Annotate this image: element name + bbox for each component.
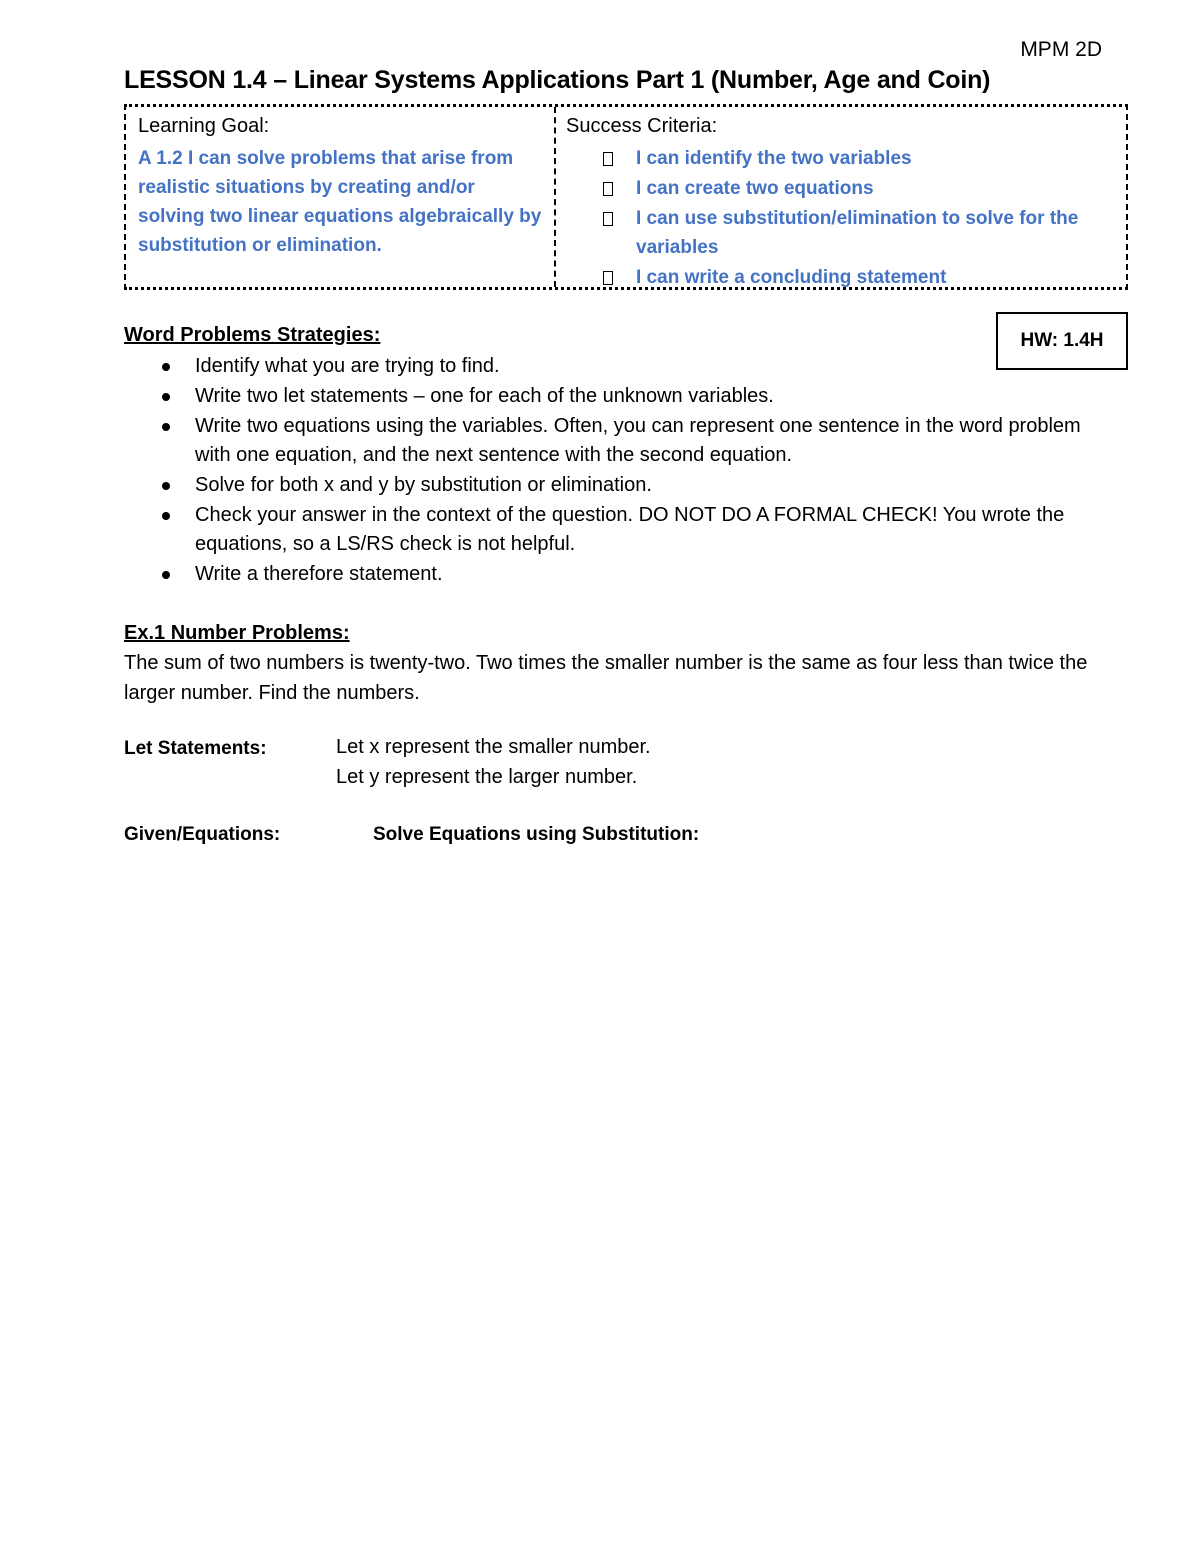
strategy-item: Write two equations using the variables. Often, you can represent one sentence in the word problem with one equation, and the next sentence with the second equation. bbox=[124, 412, 1094, 470]
strategy-item: Solve for both x and y by substitution or elimination. bbox=[124, 471, 1094, 500]
success-criteria-text: I can create two equations bbox=[636, 178, 874, 199]
learning-goal-section bbox=[138, 115, 546, 260]
strategy-item: Check your answer in the context of the question. DO NOT DO A FORMAL CHECK! You wrote the equations, so a LS/RS check is not helpful. bbox=[124, 501, 1094, 559]
success-criteria-item bbox=[566, 204, 1126, 262]
let-x-statement: Let x represent the smaller number. bbox=[336, 736, 651, 758]
success-criteria-item bbox=[566, 174, 1126, 203]
strategy-item: Identify what you are trying to find. bbox=[124, 352, 1094, 381]
example1-heading: Ex.1 Number Problems: bbox=[124, 622, 350, 644]
success-criteria-text: I can identify the two variables bbox=[636, 148, 912, 169]
strategies-list bbox=[124, 352, 1094, 590]
checkbox-icon bbox=[603, 182, 613, 196]
success-criteria-heading: Success Criteria: bbox=[566, 115, 718, 137]
success-criteria-item bbox=[566, 144, 1126, 173]
course-code: MPM 2D bbox=[1020, 38, 1102, 61]
given-equations-label: Given/Equations: bbox=[124, 824, 281, 845]
learning-goal-text: A 1.2 I can solve problems that arise from realistic situations by creating and/or solving two linear equations algebraically by substitution or elimination. bbox=[138, 148, 542, 256]
success-criteria-list bbox=[566, 144, 1126, 292]
learning-goal-heading: Learning Goal: bbox=[138, 115, 270, 137]
let-y-statement: Let y represent the larger number. bbox=[336, 766, 638, 788]
success-criteria-text: I can use substitution/elimination to solve for the variables bbox=[636, 208, 1079, 258]
strategy-item: Write a therefore statement. bbox=[124, 560, 1094, 589]
solve-substitution-label: Solve Equations using Substitution: bbox=[373, 824, 700, 845]
success-criteria-text: I can write a concluding statement bbox=[636, 267, 947, 288]
checkbox-icon bbox=[603, 212, 613, 226]
example1-problem: The sum of two numbers is twenty-two. Two times the smaller number is the same as four less than twice the larger number. Find the numbers. bbox=[124, 652, 1088, 704]
success-criteria-section bbox=[566, 115, 1126, 293]
goals-divider bbox=[554, 107, 556, 287]
checkbox-icon bbox=[603, 271, 613, 285]
goals-box bbox=[124, 104, 1128, 290]
checkbox-icon bbox=[603, 152, 613, 166]
let-statements-label: Let Statements: bbox=[124, 738, 267, 759]
strategy-item: Write two let statements – one for each of the unknown variables. bbox=[124, 382, 1094, 411]
homework-badge: HW: 1.4H bbox=[996, 312, 1128, 370]
lesson-title: LESSON 1.4 – Linear Systems Applications Part 1 (Number, Age and Coin) bbox=[124, 66, 991, 94]
strategies-heading: Word Problems Strategies: bbox=[124, 324, 381, 346]
success-criteria-item bbox=[566, 263, 1126, 292]
